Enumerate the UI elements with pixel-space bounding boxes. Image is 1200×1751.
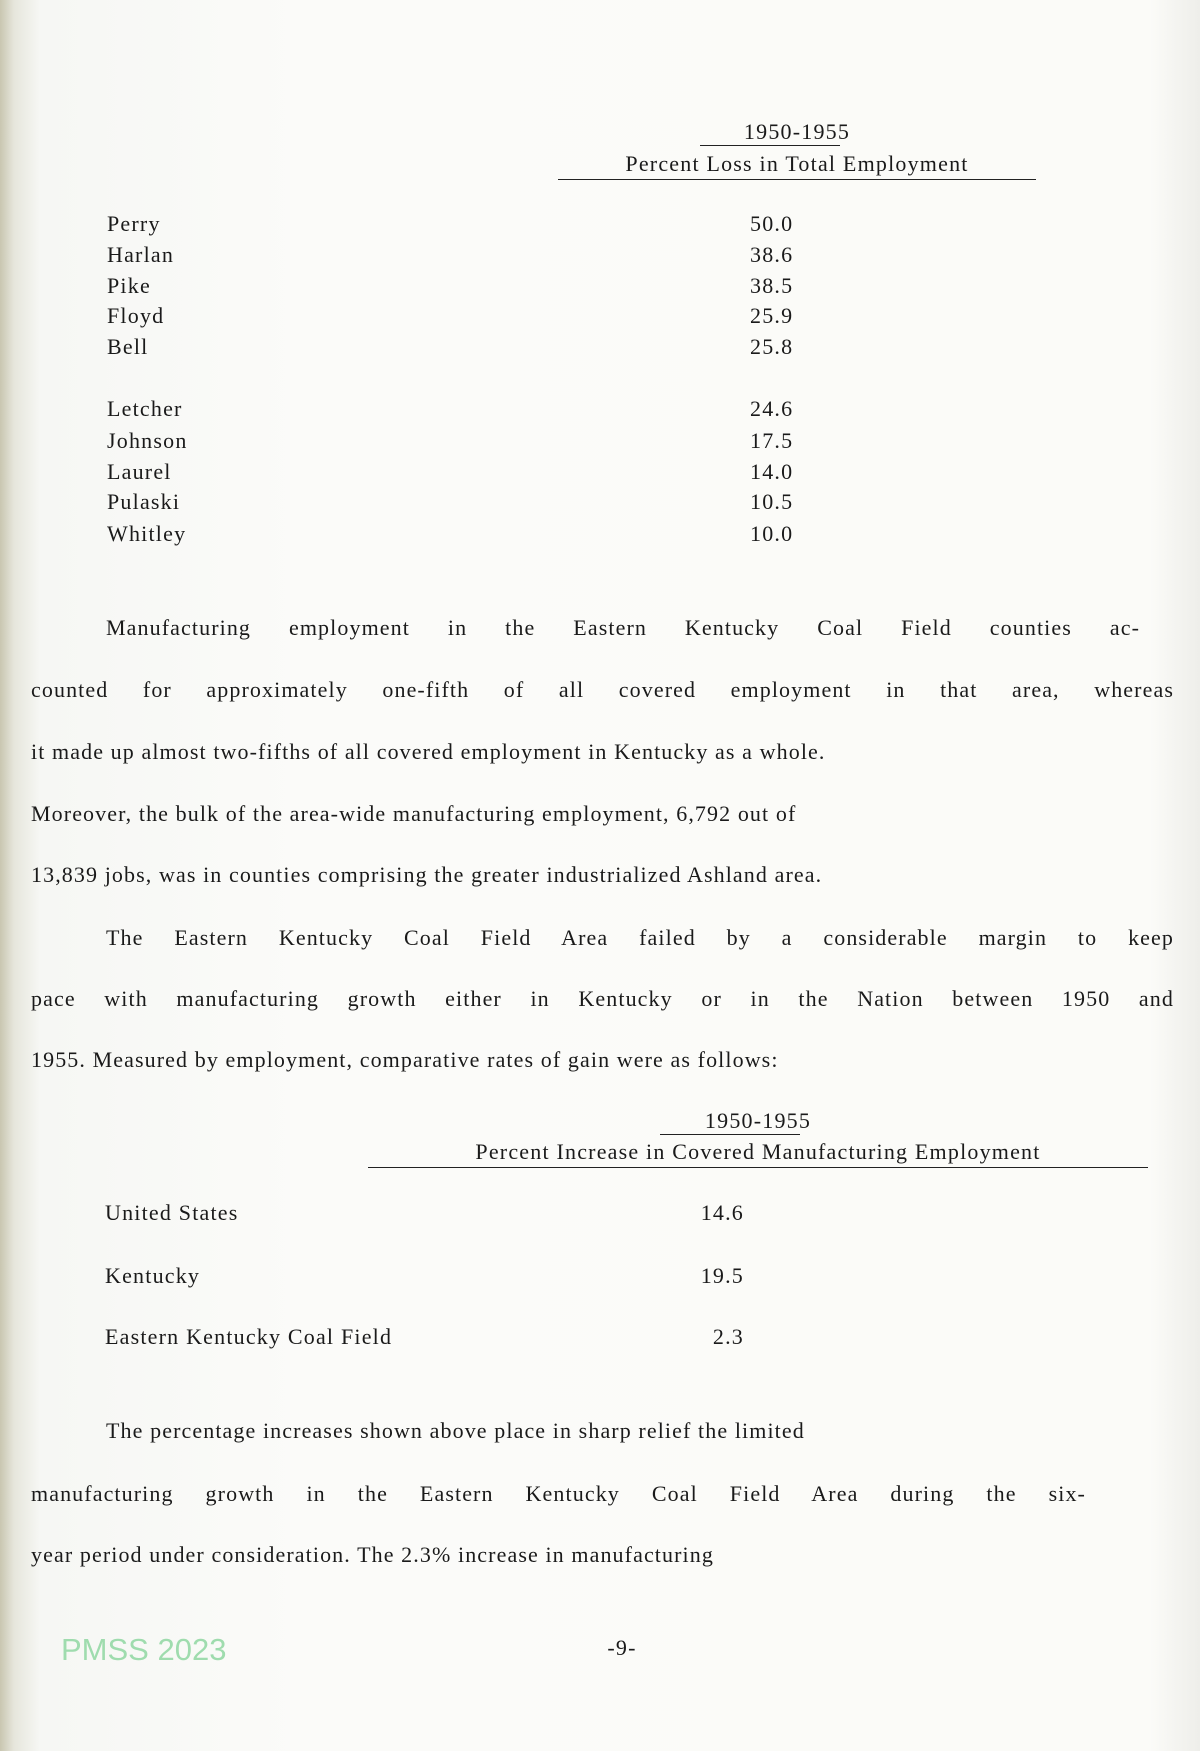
county-name: Letcher (107, 396, 183, 421)
county-value: 14.0 (750, 459, 794, 484)
area-value: 19.5 (700, 1263, 744, 1288)
county-name: Pulaski (107, 489, 181, 514)
county-name: Perry (107, 211, 161, 236)
table2-period: 1950-1955 (704, 1108, 812, 1133)
divider (660, 1134, 800, 1135)
county-name: Harlan (107, 242, 175, 267)
county-value: 17.5 (750, 428, 794, 453)
paragraph-line: pace with manufacturing growth either in Kentucky or in the Nation between 1950 and (31, 986, 1174, 1011)
area-value: 2.3 (712, 1324, 744, 1349)
table1-period: 1950-1955 (743, 119, 851, 144)
paragraph-line: manufacturing growth in the Eastern Kentucky Coal Field Area during the six- (31, 1481, 1086, 1506)
county-value: 10.0 (750, 521, 794, 546)
county-name: Bell (107, 334, 149, 359)
county-value: 10.5 (750, 489, 794, 514)
paragraph-line: counted for approximately one-fifth of all covered employment in that area, whereas (31, 677, 1174, 702)
county-name: Johnson (107, 428, 188, 453)
county-value: 38.5 (750, 273, 794, 298)
paragraph-line: it made up almost two-fifths of all covered employment in Kentucky as a whole. (31, 739, 826, 764)
area-name: Kentucky (105, 1263, 201, 1288)
paragraph-line: The Eastern Kentucky Coal Field Area failed by a considerable margin to keep (106, 925, 1174, 950)
county-name: Whitley (107, 521, 187, 546)
watermark: PMSS 2023 (61, 1632, 227, 1667)
county-name: Laurel (107, 459, 172, 484)
divider (700, 145, 840, 146)
paragraph-line: year period under consideration. The 2.3% increase in manufacturing (31, 1542, 714, 1567)
paragraph-line: The percentage increases shown above place in sharp relief the limited (106, 1418, 805, 1443)
table2-heading: Percent Increase in Covered Manufacturing Employment (368, 1139, 1148, 1168)
table1-heading: Percent Loss in Total Employment (558, 151, 1036, 180)
paragraph-line: 1955. Measured by employment, comparative rates of gain were as follows: (31, 1047, 779, 1072)
area-name: Eastern Kentucky Coal Field (105, 1324, 393, 1349)
paragraph-line: 13,839 jobs, was in counties comprising the greater industrialized Ashland area. (31, 862, 823, 887)
county-name: Pike (107, 273, 151, 298)
county-value: 25.9 (750, 303, 794, 328)
area-value: 14.6 (700, 1200, 744, 1225)
county-value: 24.6 (750, 396, 794, 421)
area-name: United States (105, 1200, 239, 1225)
county-name: Floyd (107, 303, 165, 328)
county-value: 50.0 (750, 211, 794, 236)
paragraph-line: Moreover, the bulk of the area-wide manufacturing employment, 6,792 out of (31, 801, 797, 826)
county-value: 38.6 (750, 242, 794, 267)
county-value: 25.8 (750, 334, 794, 359)
paragraph-line: Manufacturing employment in the Eastern Kentucky Coal Field counties ac- (106, 615, 1140, 640)
page-number: -9- (607, 1635, 637, 1660)
